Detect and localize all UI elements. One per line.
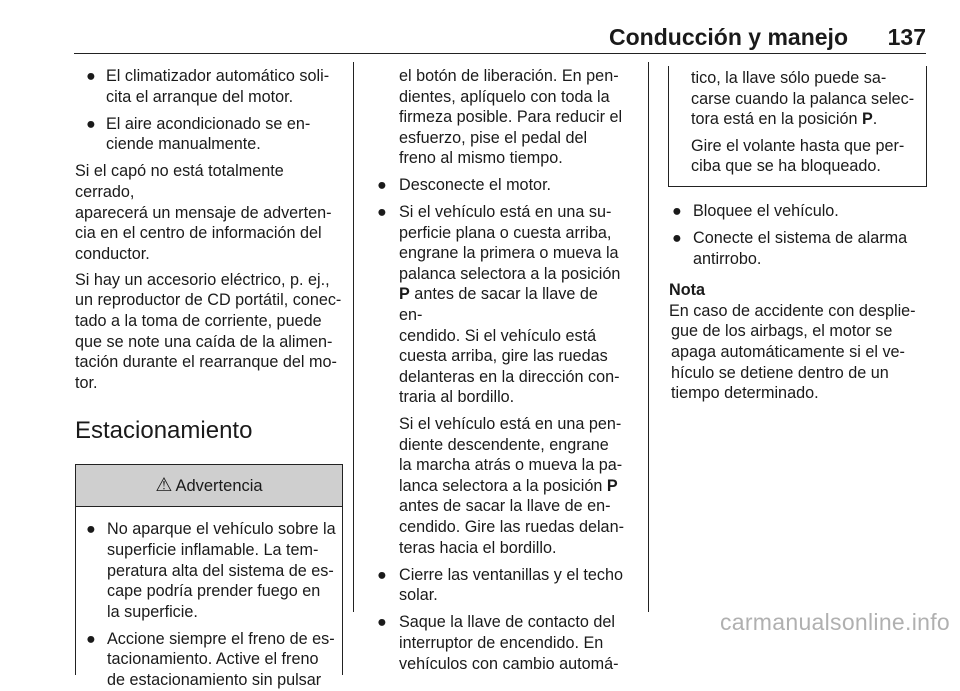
header-rule (74, 53, 926, 54)
list-item: ● Desconecte el motor. (377, 175, 552, 194)
warning-box (75, 464, 343, 690)
bullet-icon: ● (377, 613, 387, 632)
bullet-icon: ● (377, 565, 387, 584)
column-1 (75, 66, 343, 690)
bullet-icon: ● (377, 203, 387, 222)
bullet-icon: ● (672, 229, 682, 248)
list-item: ● Si el vehículo está en una su- perficie plana o cuesta arriba, engrane la primera o mueva la palanca selectora a la posición P antes de sacar la llave de en- cendido. Si el vehículo está cuesta arriba, gire las ruedas delanteras en la dirección con- traria al bordillo. Si el vehículo está en una pen- diente descendente, engrane la marcha atrás o mueva la pa- lanca selectora a la posición P antes de sacar la llave de en- cendido. Gire las ruedas delan- teras hacia el bordillo. (377, 203, 624, 557)
list-item: ● Cierre las ventanillas y el techo solar. (377, 565, 624, 605)
section-heading: Estacionamiento (75, 417, 253, 445)
column-2 (372, 66, 624, 681)
column-divider-1 (353, 62, 354, 612)
paragraph: el botón de liberación. En pen- dientes, aplíquelo con toda la firmeza posible. Para reducir el esfuerzo, pise el pedal del freno al mismo tiempo. (399, 67, 623, 168)
column-divider-2 (648, 62, 649, 612)
list-item: ● El climatizador automático soli- cita el arranque del motor. (86, 67, 330, 106)
list-item: ● Saque la llave de contacto del interruptor de encendido. En vehículos con cambio automá- (377, 613, 619, 673)
paragraph: Si hay un accesorio eléctrico, p. ej., un reproductor de CD portátil, conec- tado a la toma de corriente, puede que se note una caída de la alimen- tación durante el rearranque del mo- tor. (75, 270, 342, 392)
list-item: ● Accione siempre el freno de es- tacionamiento. Active el freno de estacionamiento sin pulsar (86, 629, 335, 690)
list-item: ● Bloquee el vehículo. (672, 201, 839, 220)
sub-paragraph: Si el vehículo está en una pen- diente descendente, engrane la marcha atrás o mueva la pa- lanca selectora a la posición P antes de sacar la llave de en- cendido. Gire las ruedas delan- teras hacia el bordillo. (399, 415, 624, 557)
bullet-icon: ● (86, 520, 96, 539)
warning-icon: ⚠ (155, 474, 173, 496)
paragraph: Gire el volante hasta que per- ciba que se ha bloqueado. (691, 136, 905, 176)
bullet-icon: ● (86, 629, 96, 648)
bullet-icon: ● (86, 67, 96, 85)
bullet-list (82, 519, 340, 690)
bullet-list (75, 66, 343, 155)
bullet-icon: ● (672, 201, 682, 220)
watermark: carmanualsonline.info (719, 609, 950, 635)
paragraph: tico, la llave sólo puede sa- carse cuando la palanca selec- tora está en la posición P. (691, 69, 915, 129)
warning-body (76, 507, 342, 690)
bullet-icon: ● (377, 175, 387, 194)
list-item: ● No aparque el vehículo sobre la superficie inflamable. La tem- peratura alta del sistema de es- cape podría prender fuego en la superficie. (86, 520, 336, 621)
bullet-icon: ● (86, 114, 96, 133)
paragraph: Si el capó no está totalmente cerrado, aparecerá un mensaje de adverten- cia en el centro de información del conductor. (75, 162, 332, 263)
note-block (669, 280, 927, 404)
warning-title: ⚠ Advertencia (76, 465, 342, 507)
bullet-list (372, 175, 624, 674)
note-body: En caso de accidente con desplie- gue de los airbags, el motor se apaga automáticamente si el ve- hículo se detiene dentro de un tiempo determinado. (669, 301, 916, 403)
list-item: ● Conecte el sistema de alarma antirrobo. (672, 229, 908, 268)
list-item: ● El aire acondicionado se en- ciende manualmente. (86, 114, 311, 154)
bullet-list (669, 201, 927, 269)
section-title: Conducción y manejo (609, 24, 848, 50)
page-number: 137 (887, 24, 926, 50)
column-3 (669, 66, 927, 404)
warning-box-continued (668, 66, 927, 187)
note-title: Nota (669, 281, 705, 300)
